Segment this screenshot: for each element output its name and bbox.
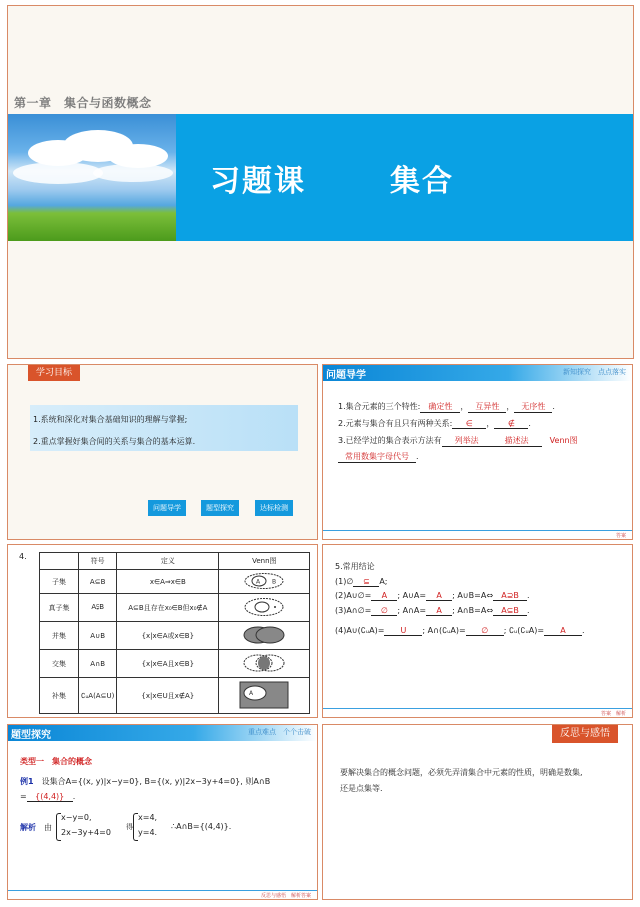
conclusions-title: 5.常用结论 [335, 562, 375, 571]
conclusion-1: (1)∅ ⊆ A; [335, 577, 388, 586]
venn-intersection-icon [238, 653, 290, 673]
system-eq-1: x−y=0, [61, 813, 92, 822]
lesson-title: 习题课 [210, 164, 306, 199]
nav-button-guide[interactable]: 问题导学 [148, 500, 186, 516]
goal-1: 1.系统和深化对集合基础知识的理解与掌握; [33, 415, 188, 424]
venn-subset-icon [242, 572, 286, 590]
table-row: 子集 A⊆B x∈A⇒x∈B A B [40, 570, 310, 594]
conclusions-footer[interactable]: 答案 解析 [600, 711, 626, 717]
guide-line-4: 常用数集字母代号 . [338, 451, 419, 463]
table-row: 交集 A∩B {x|x∈A且x∈B} [40, 650, 310, 678]
guide-line-2: 2.元素与集合有且只有两种关系: ∈ ， ∉ . [338, 419, 531, 428]
result-y: y=4. [138, 828, 158, 837]
svg-text:B: B [272, 578, 277, 585]
conclusions-divider [323, 708, 632, 709]
conclusion-2: (2)A∪∅= A ; A∪A= A ; A∪B=A⇔ A⊇B . [335, 591, 530, 600]
example-footer[interactable]: 反思与感悟 解析答案 [260, 893, 311, 899]
example-header-title: 题型探究 [11, 730, 51, 741]
example-header [8, 725, 317, 741]
chapter-title: 第一章 集合与函数概念 [14, 96, 152, 110]
example-question: 例1 设集合A={(x, y)|x−y=0}, B={(x, y)|2x−3y+4=0}, 则A∩B [20, 777, 271, 786]
goal-2: 2.重点掌握好集合间的关系与集合的基本运算. [33, 437, 196, 446]
conclusion-4: (4)A∪(∁ᵤA)= U ; A∩(∁ᵤA)= ∅ ; ∁ᵤ(∁ᵤA)= A . [335, 626, 585, 635]
reflection-line-2: 还是点集等. [340, 784, 383, 793]
example-slide [7, 724, 318, 900]
goals-tag: 学习目标 [28, 365, 80, 381]
table-slide [7, 544, 318, 718]
table-row: 真子集 A⫋B A⊆B且存在x₀∈B但x₀∉A [40, 594, 310, 622]
title-slide [7, 5, 634, 359]
example-header-subtitle: 重点难点 个个击破 [248, 728, 311, 736]
svg-text:A: A [256, 578, 261, 585]
svg-text:A: A [249, 689, 254, 697]
conclusions-slide [322, 544, 633, 718]
type-heading: 类型一 集合的概念 [20, 757, 92, 766]
guide-slide [322, 364, 633, 540]
lesson-topic: 集合 [390, 164, 454, 199]
reflection-slide [322, 724, 633, 900]
venn-union-icon [238, 625, 290, 645]
solution-get: 得 [126, 823, 133, 831]
table-row: 补集 ∁ᵤA(A⊆U) {x|x∈U且x∉A} A [40, 678, 310, 714]
sky-meadow-image [8, 114, 176, 241]
table-number: 4. [19, 552, 27, 561]
example-answer: = {(4,4)} . [20, 792, 76, 801]
table-row: 并集 A∪B {x|x∈A或x∈B} [40, 622, 310, 650]
guide-header-subtitle: 新知探究 点点落实 [563, 368, 626, 376]
guide-header-title: 问题导学 [326, 370, 366, 381]
conclusion-3: (3)A∩∅= ∅ ; A∩A= A ; A∩B=A⇔ A⊆B . [335, 606, 530, 615]
guide-divider [323, 530, 632, 531]
guide-footer[interactable]: 答案 [615, 533, 626, 539]
set-operations-table: 符号 定义 Venn图 子集 A⊆B x∈A⇒x∈B A B 真子集 A⫋B A⊆B且存在x₀∈B但x₀∉A 并集 A∪B {x|x∈A或x∈B} 交集 A∩B {x|x∈A且x∈B} 补集 ∁ᵤA(A⊆U) {x|x∈U且x∉A} A [39, 552, 310, 714]
guide-line-1: 1.集合元素的三个特性: 确定性 ， 互异性 ， 无序性 . [338, 402, 555, 411]
guide-line-3: 3.已经学过的集合表示方法有 列举法 描述法 Venn图 [338, 436, 578, 445]
example-divider [8, 890, 317, 891]
solution-label: 解析 由 [20, 823, 52, 832]
venn-proper-subset-icon [242, 597, 286, 617]
title-banner [8, 114, 634, 241]
goals-slide [7, 364, 318, 540]
nav-button-explore[interactable]: 题型探究 [201, 500, 239, 516]
nav-button-check[interactable]: 达标检测 [255, 500, 293, 516]
reflection-tag: 反思与感悟 [552, 725, 618, 743]
guide-header [323, 365, 632, 381]
system-eq-2: 2x−3y+4=0 [61, 828, 111, 837]
reflection-line-1: 要解决集合的概念问题，必须先弄清集合中元素的性质，明确是数集, [340, 768, 583, 777]
solution-conclusion: ∴A∩B={(4,4)}. [171, 822, 232, 831]
result-x: x=4, [138, 813, 158, 822]
goals-box [30, 405, 298, 451]
venn-complement-icon [239, 681, 289, 709]
